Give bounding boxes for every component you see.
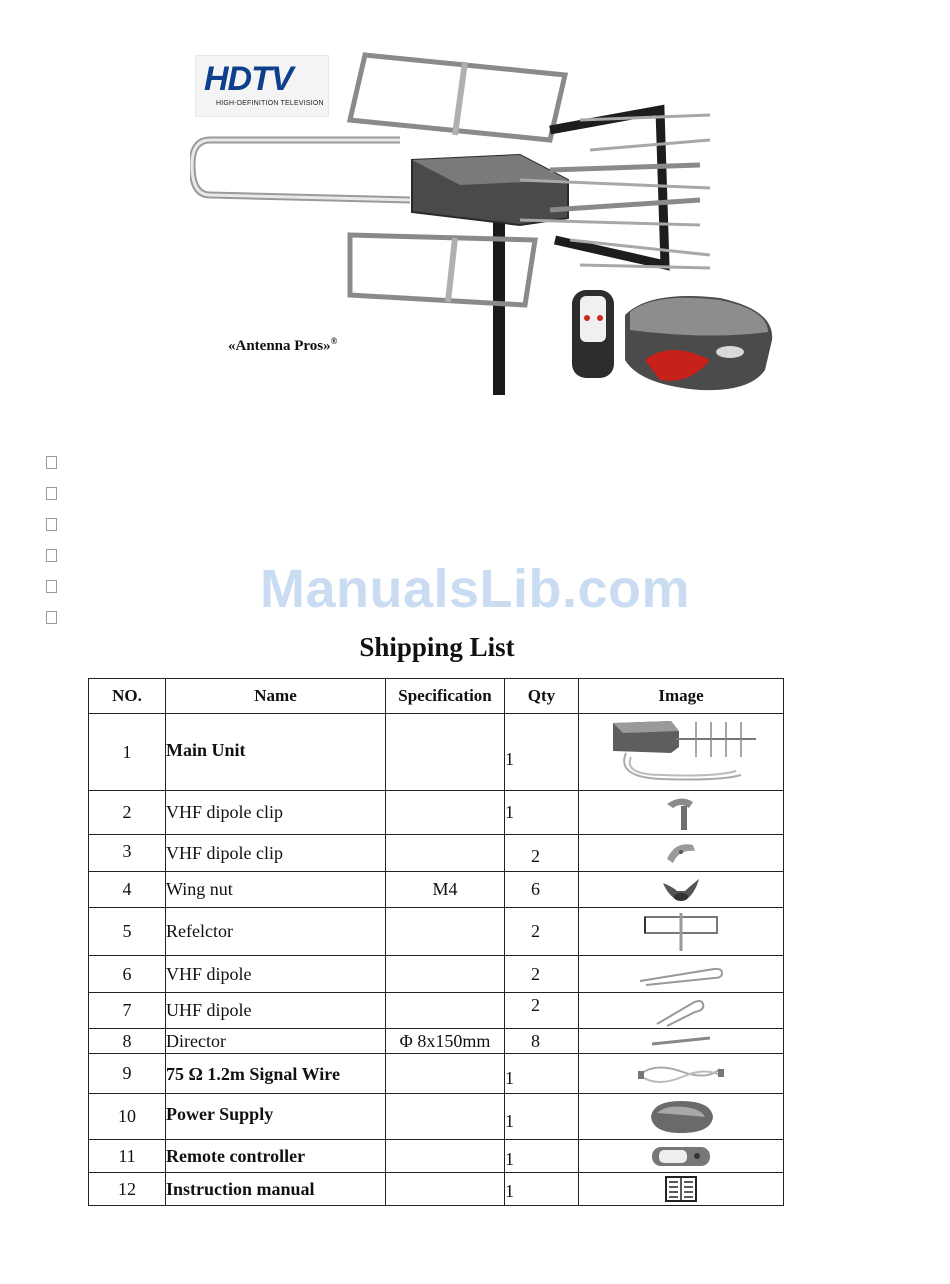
table-row (89, 835, 784, 872)
row-spec (386, 1173, 505, 1206)
row-qty: 2 (505, 908, 579, 956)
row-spec (386, 956, 505, 993)
checkbox-icon (46, 456, 57, 469)
hdtv-logo-text: HDTV (204, 60, 293, 98)
row-no: 1 (89, 714, 166, 791)
table-row (89, 908, 784, 956)
header-image: Image (579, 679, 784, 714)
main-unit-icon (601, 717, 761, 787)
registered-mark: ® (330, 336, 338, 346)
hdtv-logo-subtext: HIGH-DEFINITION TELEVISION (216, 100, 324, 107)
row-name: Director (166, 1029, 386, 1054)
remote-controller-icon (649, 1142, 713, 1170)
row-name: VHF dipole clip (166, 791, 386, 835)
row-no: 12 (89, 1173, 166, 1206)
row-name: UHF dipole (166, 993, 386, 1029)
uhf-dipole-icon (651, 994, 711, 1028)
row-qty: 2 (505, 993, 579, 1029)
row-name: VHF dipole (166, 956, 386, 993)
row-spec (386, 791, 505, 835)
row-no: 7 (89, 993, 166, 1029)
table-row (89, 872, 784, 908)
checkbox-icon (46, 518, 57, 531)
table-row (89, 791, 784, 835)
row-spec: Φ 8x150mm (386, 1029, 505, 1054)
row-qty: 6 (505, 872, 579, 908)
row-qty: 1 (505, 1140, 579, 1173)
row-spec (386, 714, 505, 791)
table-row (89, 993, 784, 1029)
row-no: 3 (89, 835, 166, 872)
row-no: 4 (89, 872, 166, 908)
reflector-icon (641, 911, 721, 953)
header-qty: Qty (505, 679, 579, 714)
row-name: Instruction manual (166, 1173, 386, 1206)
row-spec: M4 (386, 872, 505, 908)
row-spec (386, 835, 505, 872)
brand-chevron-left-icon: « (228, 338, 236, 354)
wing-nut-icon (659, 875, 703, 905)
table-row (89, 1054, 784, 1094)
row-name: Remote controller (166, 1140, 386, 1173)
dipole-clip-half-icon (663, 839, 699, 867)
table-row (89, 1029, 784, 1054)
brand-logo (228, 336, 337, 355)
row-qty: 2 (505, 956, 579, 993)
table-row (89, 956, 784, 993)
row-name: Main Unit (166, 714, 386, 791)
vhf-dipole-icon (636, 961, 726, 987)
power-supply-icon (645, 1097, 717, 1137)
row-no: 10 (89, 1094, 166, 1140)
row-no: 6 (89, 956, 166, 993)
watermark: ManualsLib.com (259, 559, 691, 619)
row-qty: 2 (505, 835, 579, 872)
header-specification: Specification (386, 679, 505, 714)
row-qty: 1 (505, 1054, 579, 1094)
director-rod-icon (648, 1034, 714, 1048)
row-no: 9 (89, 1054, 166, 1094)
row-qty: 1 (505, 791, 579, 835)
row-qty: 1 (505, 1094, 579, 1140)
table-row (89, 714, 784, 791)
table-row (89, 1173, 784, 1206)
row-spec (386, 908, 505, 956)
row-name: Power Supply (166, 1094, 386, 1140)
table-header-row (89, 679, 784, 714)
row-name: 75 Ω 1.2m Signal Wire (166, 1054, 386, 1094)
table-row (89, 1094, 784, 1140)
row-name: Wing nut (166, 872, 386, 908)
row-qty: 1 (505, 1173, 579, 1206)
row-no: 5 (89, 908, 166, 956)
dipole-clip-icon (661, 794, 701, 832)
header-name: Name (166, 679, 386, 714)
row-name: VHF dipole clip (166, 835, 386, 872)
row-spec (386, 1094, 505, 1140)
page-title: Shipping List (359, 632, 515, 662)
row-spec (386, 1054, 505, 1094)
row-spec (386, 1140, 505, 1173)
row-no: 2 (89, 791, 166, 835)
table-row (89, 1140, 784, 1173)
row-spec (386, 993, 505, 1029)
row-qty: 8 (505, 1029, 579, 1054)
shipping-list-table (88, 678, 784, 1206)
signal-wire-icon (636, 1059, 726, 1089)
brand-name: Antenna Pros (235, 338, 324, 354)
brand-chevron-right-icon: » (323, 338, 331, 354)
checkbox-icon (46, 487, 57, 500)
row-no: 11 (89, 1140, 166, 1173)
row-name: Refelctor (166, 908, 386, 956)
row-no: 8 (89, 1029, 166, 1054)
header-no: NO. (89, 679, 166, 714)
row-qty: 1 (505, 714, 579, 791)
manual-icon (664, 1175, 698, 1203)
